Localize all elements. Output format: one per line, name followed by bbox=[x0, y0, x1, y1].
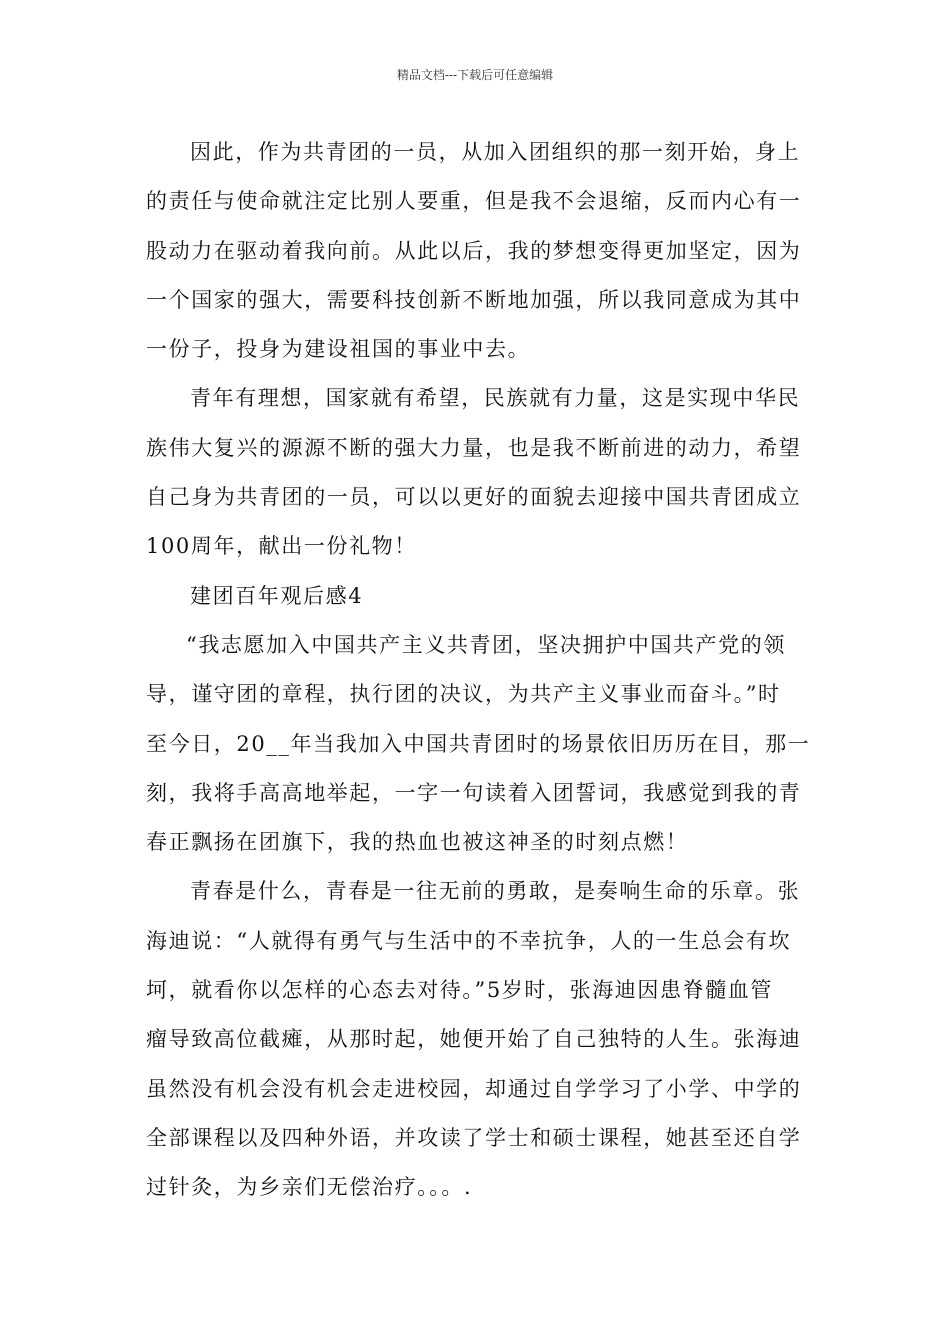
paragraph-line: 100周年，献出一份礼物！ bbox=[146, 534, 417, 559]
paragraph-line: 一份子，投身为建设祖国的事业中去。 bbox=[146, 337, 531, 362]
paragraph-line: 虽然没有机会没有机会走进校园，却通过自学学习了小学、中学的 bbox=[146, 1076, 802, 1101]
paragraph-line: 青年有理想，国家就有希望，民族就有力量，这是实现中华民 bbox=[190, 386, 801, 411]
paragraph-line: 族伟大复兴的源源不断的强大力量，也是我不断前进的动力，希望 bbox=[146, 435, 802, 460]
paragraph-line: 坷，就看你以怎样的心态去对待。”5岁时，张海迪因患脊髓血管 bbox=[146, 978, 773, 1003]
paragraph-line: 因此，作为共青团的一员，从加入团组织的那一刻开始，身上 bbox=[190, 140, 801, 164]
page-header: 精品文档---下载后可任意编辑 bbox=[396, 68, 554, 82]
paragraph-line: 自己身为共青团的一员，可以以更好的面貌去迎接中国共青团成立 bbox=[146, 485, 802, 510]
paragraph-line: 海迪说：“人就得有勇气与生活中的不幸抗争，人的一生总会有坎 bbox=[146, 928, 792, 953]
paragraph-line: 青春是什么，青春是一往无前的勇敢，是奏响生命的乐章。张 bbox=[190, 879, 801, 904]
paragraph-line: 刻，我将手高高地举起，一字一句读着入团誓词，我感觉到我的青 bbox=[146, 780, 802, 805]
paragraph-line: “我志愿加入中国共产主义共青团，坚决拥护中国共产党的领 bbox=[186, 632, 786, 657]
paragraph-line: 导，谨守团的章程，执行团的决议，为共产主义事业而奋斗。”时 bbox=[146, 682, 781, 707]
section-heading: 建团百年观后感4 bbox=[190, 583, 364, 608]
paragraph-line: 一个国家的强大，需要科技创新不断地加强，所以我同意成为其中 bbox=[146, 287, 802, 312]
paragraph-line: 过针灸，为乡亲们无偿治疗。。。. bbox=[146, 1175, 473, 1200]
paragraph-line: 的责任与使命就注定比别人要重，但是我不会退缩，反而内心有一 bbox=[146, 189, 802, 214]
paragraph-line: 全部课程以及四种外语，并攻读了学士和硕士课程，她甚至还自学 bbox=[146, 1125, 802, 1150]
paragraph-line: 股动力在驱动着我向前。从此以后，我的梦想变得更加坚定，因为 bbox=[146, 238, 802, 263]
document-body bbox=[146, 128, 811, 1213]
paragraph-line: 至今日，20__年当我加入中国共青团时的场景依旧历历在目，那一 bbox=[146, 731, 811, 756]
paragraph-line: 瘤导致高位截瘫，从那时起，她便开始了自己独特的人生。张海迪 bbox=[146, 1027, 802, 1052]
paragraph-line: 春正飘扬在团旗下，我的热血也被这神圣的时刻点燃！ bbox=[146, 830, 689, 855]
